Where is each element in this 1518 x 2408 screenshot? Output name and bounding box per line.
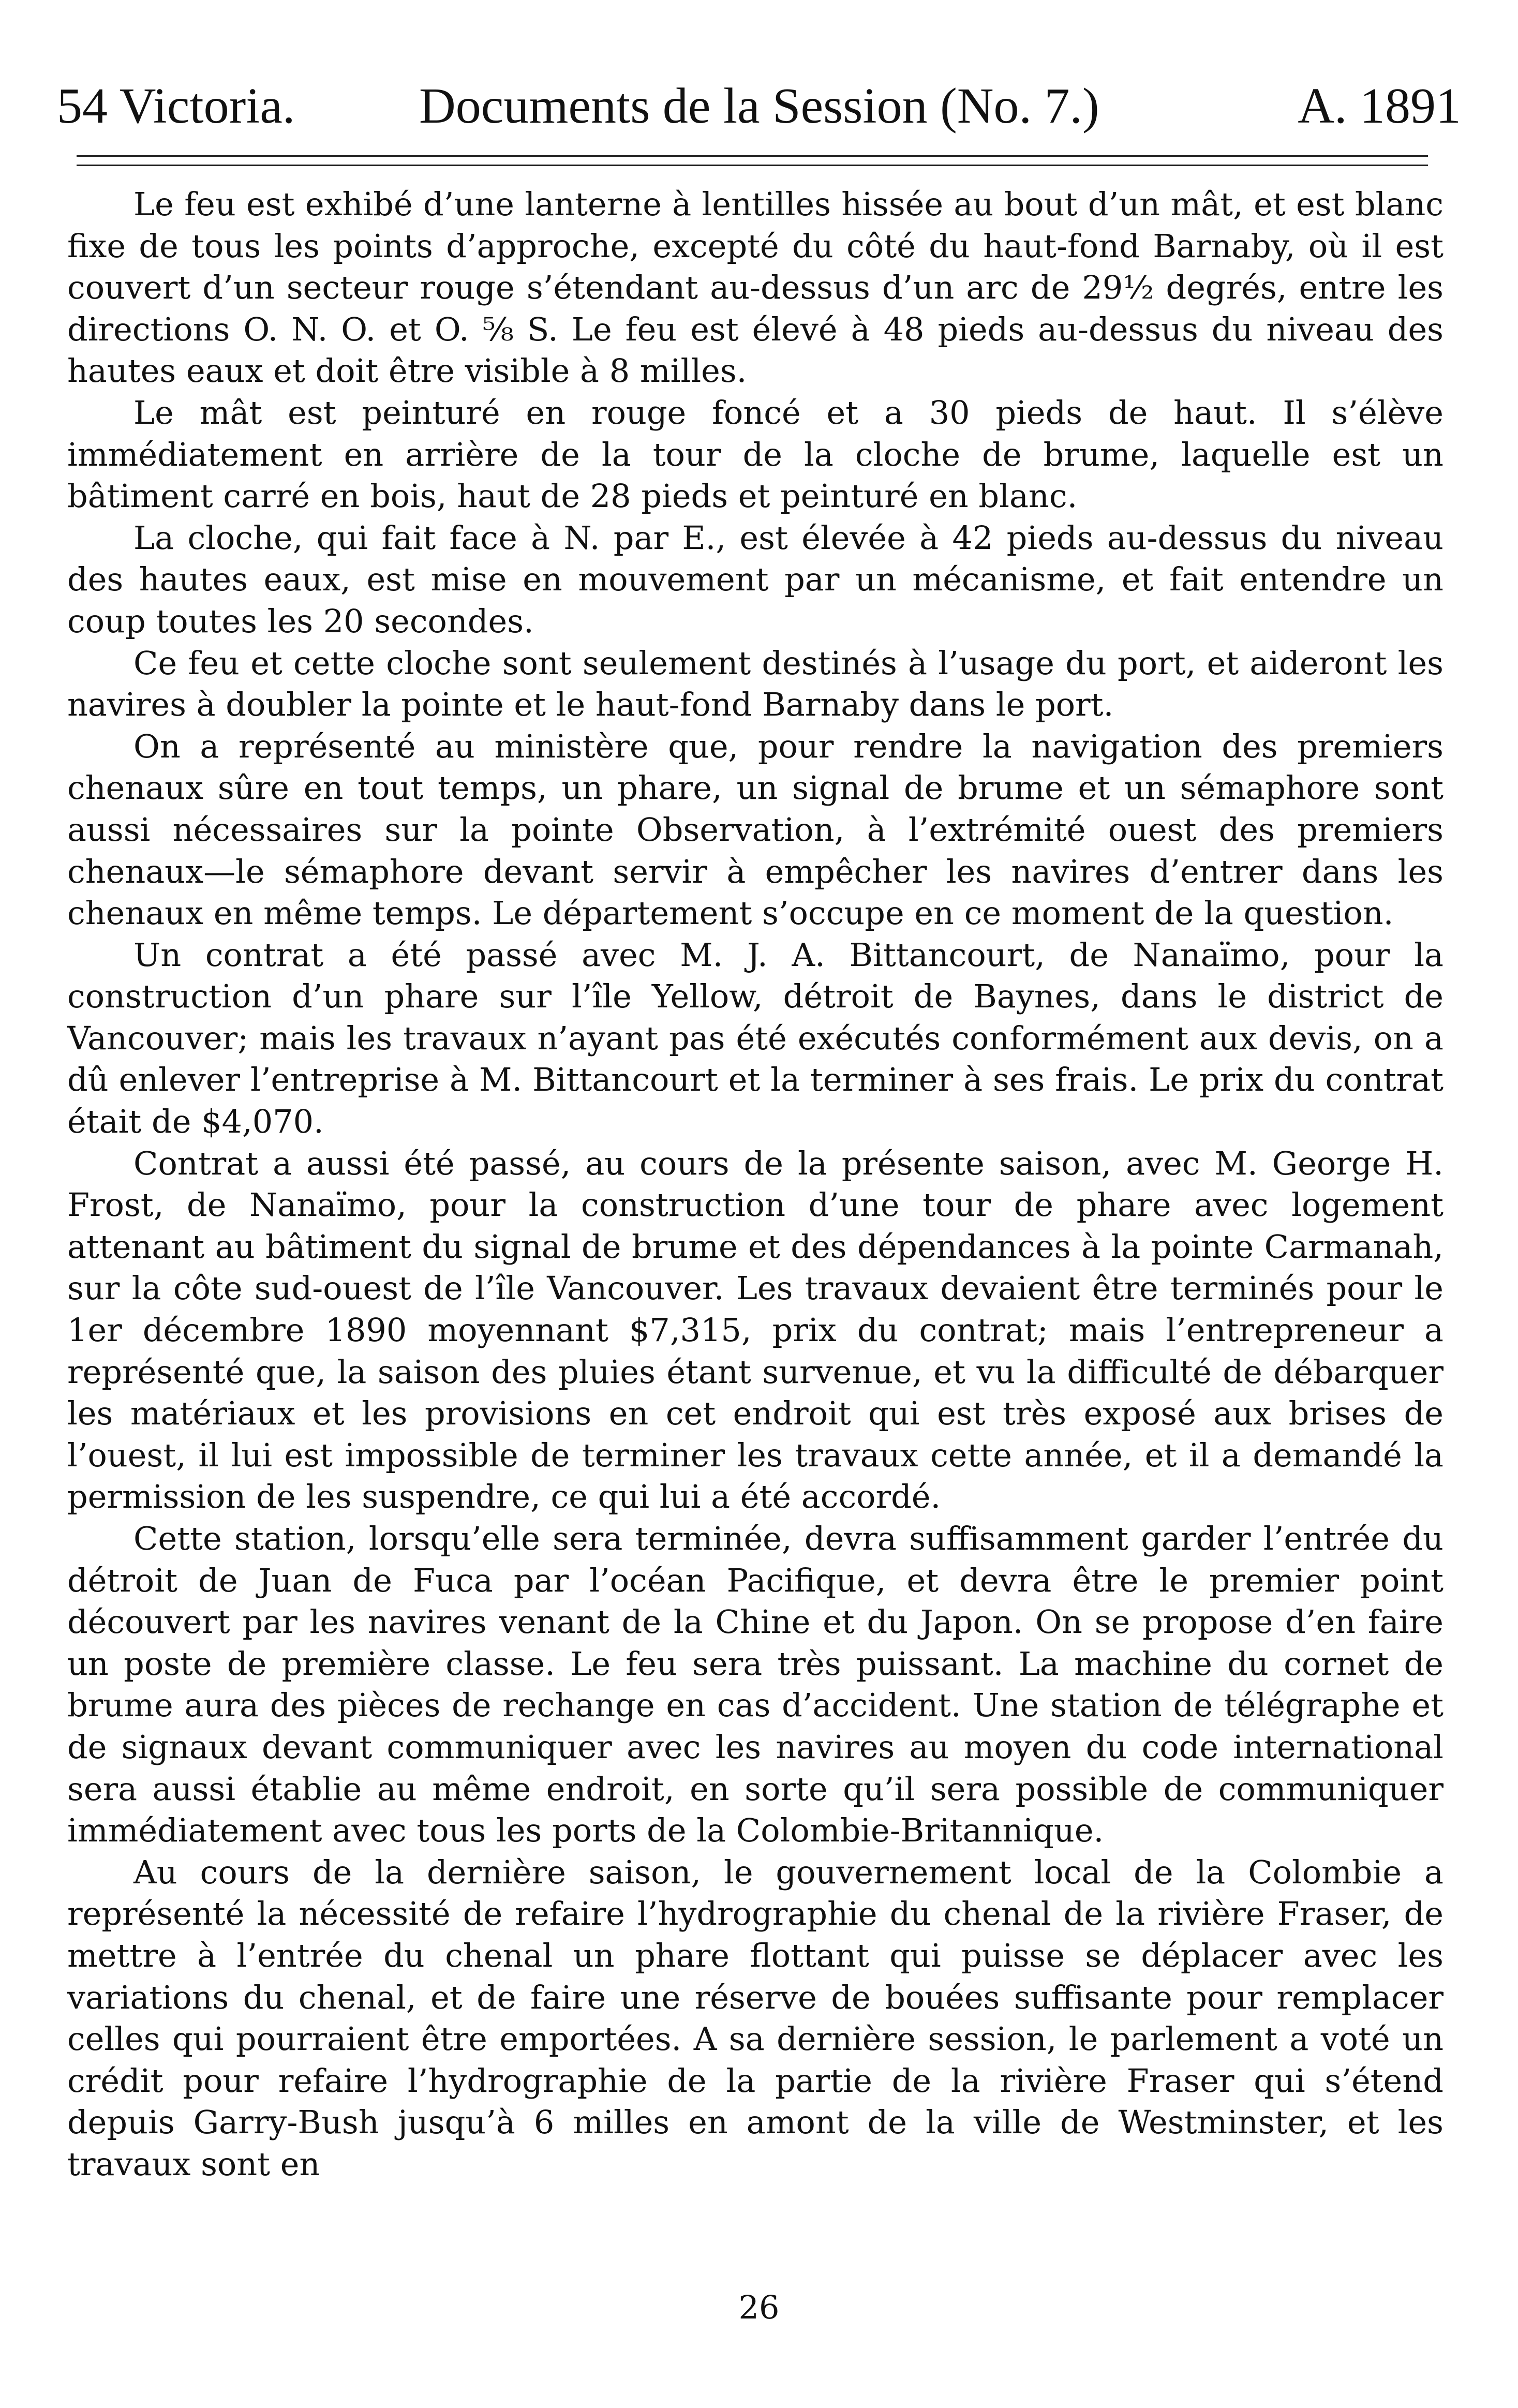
page-number: 26 xyxy=(738,2288,780,2326)
header-volume: 54 Victoria. xyxy=(57,78,295,134)
paragraph: Un contrat a été passé avec M. J. A. Bittancourt, de Nanaïmo, pour la construction d’un phare sur l’île Yellow, détroit de Baynes, dans le district de Vancouver; mais les travaux n’ayant pas été exécutés conformément aux devis, on a dû enlever l’entreprise à M. Bittancourt et la terminer à ses frais. Le prix du contrat était de $4,070. xyxy=(67,935,1443,1141)
paragraph: Le feu est exhibé d’une lanterne à lentilles hissée au bout d’un mât, et est blanc fixe de tous les points d’approche, excepté du côté du haut-fond Barnaby, où il est couvert d’un secteur rouge s’étendant au-dessus d’un arc de 29½ degrés, entre les directions O. N. O. et O. ⅝ S. Le feu est élevé à 48 pieds au-dessus du niveau des hautes eaux et doit être visible à 8 milles. xyxy=(67,185,1443,390)
paragraph: On a représenté au ministère que, pour rendre la navigation des premiers chenaux sûre en tout temps, un phare, un signal de brume et un sémaphore sont aussi nécessaires sur la pointe Observation, à l’extrémité ouest des premiers chenaux—le sémaphore devant servir à empêcher les navires d’entrer dans les chenaux en même temps. Le département s’occupe en ce moment de la question. xyxy=(67,727,1443,932)
header-title: Documents de la Session (No. 7.) xyxy=(419,78,1099,134)
paragraph: Contrat a aussi été passé, au cours de la présente saison, avec M. George H. Frost, de Nanaïmo, pour la construction d’une tour de phare avec logement attenant au bâtiment du signal de brume et des dépendances à la pointe Carmanah, sur la côte sud-ouest de l’île Vancouver. Les travaux devaient être terminés pour le 1er décembre 1890 moyennant $7,315, prix du contrat; mais l’entrepreneur a représenté que, la saison des pluies étant survenue, et vu la difficulté de débarquer les matériaux et les provisions en cet endroit qui est très exposé aux brises de l’ouest, il lui est impossible de terminer les travaux cette année, et il a demandé la permission de les suspendre, ce qui lui a été accordé. xyxy=(67,1144,1443,1516)
paragraph: Le mât est peinturé en rouge foncé et a 30 pieds de haut. Il s’élève immédiatement en arrière de la tour de la cloche de brume, laquelle est un bâtiment carré en bois, haut de 28 pieds et peinturé en blanc. xyxy=(67,393,1443,515)
body-text xyxy=(67,184,1443,2186)
paragraph: Au cours de la dernière saison, le gouvernement local de la Colombie a représenté la nécessité de refaire l’hydrographie du chenal de la rivière Fraser, de mettre à l’entrée du chenal un phare flottant qui puisse se déplacer avec les variations du chenal, et de faire une réserve de bouées suffisante pour remplacer celles qui pourraient être emportées. A sa dernière session, le parlement a voté un crédit pour refaire l’hydrographie de la partie de la rivière Fraser qui s’étend depuis Garry-Bush jusqu’à 6 milles en amont de la ville de Westminster, et les travaux sont en xyxy=(67,1853,1443,2183)
paragraph: Cette station, lorsqu’elle sera terminée, devra suffisamment garder l’entrée du détroit de Juan de Fuca par l’océan Pacifique, et devra être le premier point découvert par les navires venant de la Chine et du Japon. On se propose d’en faire un poste de première classe. Le feu sera très puissant. La machine du cornet de brume aura des pièces de rechange en cas d’accident. Une station de télégraphe et de signaux devant communiquer avec les navires au moyen du code international sera aussi établie au même endroit, en sorte qu’il sera possible de communiquer immédiatement avec tous les ports de la Colombie-Britannique. xyxy=(67,1520,1443,1850)
header-rule-bottom xyxy=(77,165,1428,166)
header-rule-top xyxy=(77,155,1428,157)
paragraph: La cloche, qui fait face à N. par E., est élevée à 42 pieds au-dessus du niveau des hautes eaux, est mise en mouvement par un mécanisme, et fait entendre un coup toutes les 20 secondes. xyxy=(67,518,1443,640)
header-year: A. 1891 xyxy=(1298,78,1461,134)
running-header xyxy=(57,72,1461,140)
paragraph: Ce feu et cette cloche sont seulement destinés à l’usage du port, et aideront les navires à doubler la pointe et le haut-fond Barnaby dans le port. xyxy=(67,644,1443,724)
